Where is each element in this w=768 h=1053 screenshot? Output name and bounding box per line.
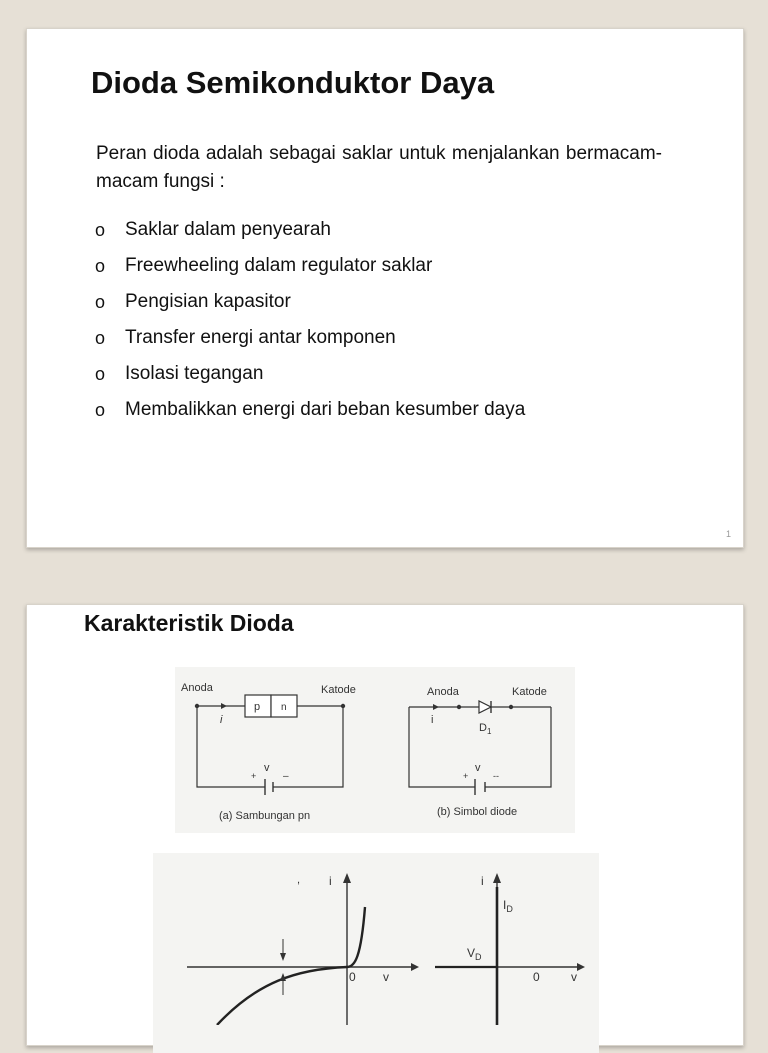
list-item-text: Pengisian kapasitor (125, 291, 291, 312)
slide-2 (26, 604, 744, 1046)
voltage-label: v (264, 762, 270, 774)
id-label-main: I (503, 898, 507, 912)
list-item (95, 252, 525, 288)
origin-label: 0 (533, 970, 540, 984)
list-item-text: Isolasi tegangan (125, 363, 264, 384)
stray-mark: , (297, 874, 301, 886)
diode-symbol-diagram (401, 673, 581, 833)
pn-junction-diagram (175, 673, 375, 833)
anode-label: Anoda (427, 686, 459, 698)
p-label: p (254, 701, 261, 713)
n-label: n (281, 702, 287, 713)
anode-terminal (457, 705, 461, 709)
current-arrow (433, 704, 439, 710)
v-axis-label: v (383, 970, 389, 984)
bullet-marker: o (95, 400, 106, 420)
current-label: i (220, 714, 223, 726)
diode-label-sub: 1 (486, 727, 492, 736)
function-list (95, 216, 525, 432)
plus-label: + (463, 771, 469, 781)
v-axis-arrow (577, 963, 585, 971)
diode-label (479, 722, 492, 736)
vd-label (467, 946, 482, 962)
plus-label: + (251, 771, 257, 781)
bullet-marker: o (95, 328, 106, 348)
ideal-diode-graph (427, 867, 597, 1025)
figure-a-caption: (a) Sambungan pn (219, 810, 311, 822)
list-item (95, 216, 525, 252)
diode-characteristic-graph (177, 867, 427, 1025)
bullet-marker: o (95, 364, 106, 384)
cathode-label: Katode (321, 684, 356, 696)
bullet-marker: o (95, 256, 106, 276)
current-arrow (221, 703, 227, 709)
voltage-label: v (475, 762, 481, 774)
bullet-marker: o (95, 220, 106, 240)
diode-label-main: D (479, 722, 487, 734)
current-label: i (431, 714, 434, 726)
anode-label: Anoda (181, 682, 213, 694)
list-item-text: Membalikkan energi dari beban kesumber daya (125, 399, 526, 420)
i-axis-label: i (481, 874, 484, 888)
list-item-text: Transfer energi antar komponen (125, 327, 396, 348)
list-item (95, 288, 525, 324)
slide-title: Dioda Semikonduktor Daya (91, 65, 495, 100)
minus-label: -- (493, 771, 499, 781)
i-axis-label: i (329, 874, 332, 888)
iv-curve (217, 907, 365, 1025)
minus-label: – (283, 771, 289, 782)
id-label (503, 898, 513, 914)
v-axis-arrow (411, 963, 419, 971)
v-axis-label: v (571, 970, 577, 984)
list-item-text: Saklar dalam penyearah (125, 219, 331, 240)
diode-icon (479, 701, 491, 713)
list-item (95, 360, 525, 396)
figure-b-caption: (b) Simbol diode (437, 806, 518, 818)
slide-title: Karakteristik Dioda (84, 610, 294, 636)
intro-paragraph: Peran dioda adalah sebagai saklar untuk menjalankan bermacam-macam fungsi : (96, 143, 662, 192)
origin-label: 0 (349, 970, 356, 984)
leakage-arrow-top (280, 953, 286, 961)
page-number: 1 (725, 529, 731, 539)
list-item-text: Freewheeling dalam regulator saklar (125, 255, 433, 276)
id-label-sub: D (506, 904, 513, 914)
cathode-terminal (509, 705, 513, 709)
i-axis-arrow (343, 873, 351, 883)
i-axis-arrow (493, 873, 501, 883)
list-item (95, 396, 525, 432)
vd-label-main: V (467, 946, 476, 960)
slide-1 (26, 28, 744, 548)
vd-label-sub: D (475, 952, 482, 962)
list-item (95, 324, 525, 360)
bullet-marker: o (95, 292, 106, 312)
cathode-label: Katode (512, 686, 547, 698)
